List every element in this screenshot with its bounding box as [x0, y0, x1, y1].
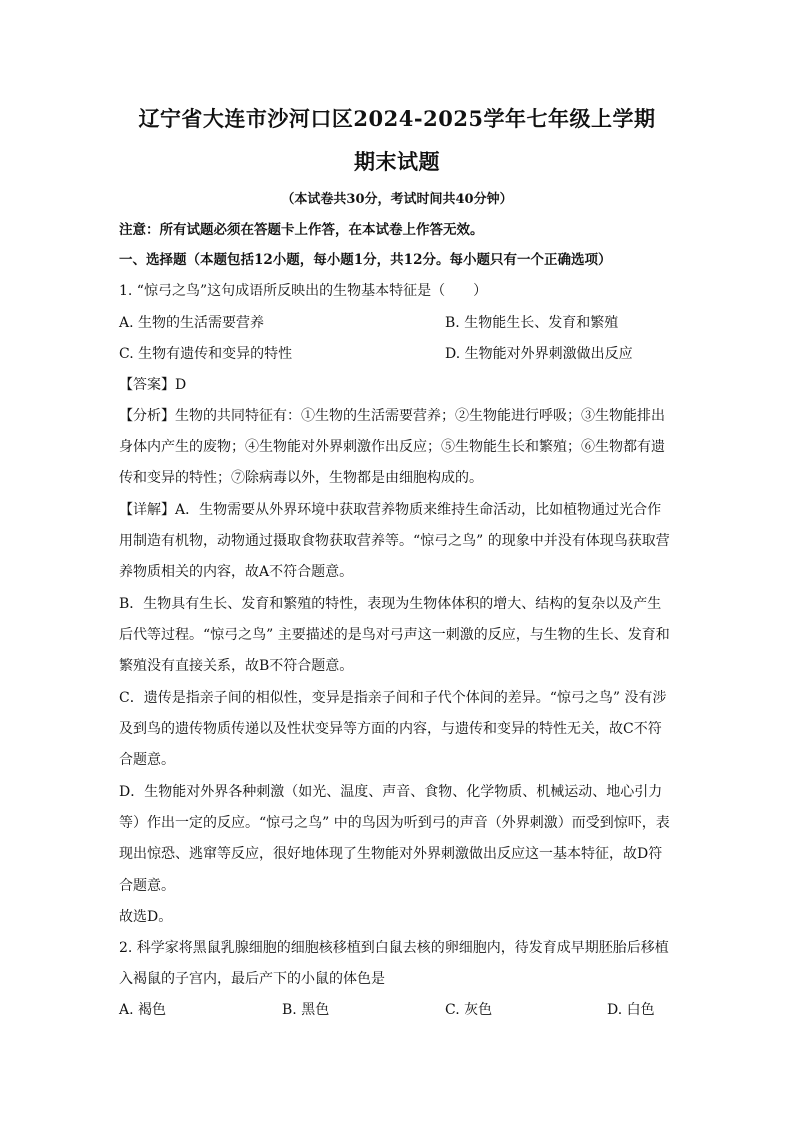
q1-detail-line: B．生物具有生长、发育和繁殖的特性，表现为生物体体积的增大、结构的复杂以及产生: [119, 596, 662, 612]
q1-detail-line: 及到鸟的遗传物质传递以及性状变异等方面的内容，与遗传和变异的特性无关，故C不符: [119, 721, 662, 737]
q2-stem-line: 入褐鼠的子宫内，最后产下的小鼠的体色是: [119, 971, 385, 987]
exam-info: （本试卷共30分，考试时间共40分钟）: [281, 192, 513, 207]
q1-detail-line: 等）作出一定的反应。“惊弓之鸟” 中的鸟因为听到弓的声音（外界刺激）而受到惊吓，表: [119, 815, 670, 831]
q1-option-d: D. 生物能对外界刺激做出反应: [445, 346, 633, 362]
q2-option-b: B. 黑色: [282, 1002, 330, 1018]
q2-option-c: C. 灰色: [445, 1002, 493, 1018]
q1-detail-line: C．遗传是指亲子间的相似性，变异是指亲子间和子代个体间的差异。“惊弓之鸟” 没有涉: [119, 690, 667, 706]
q1-conclusion: 故选D。: [119, 909, 173, 925]
q1-analysis-line: 【分析】生物的共同特征有：①生物的生活需要营养；②生物能进行呼吸；③生物能排出: [119, 408, 665, 424]
q2-stem-line: 2. 科学家将黑鼠乳腺细胞的细胞核移植到白鼠去核的卵细胞内，待发育成早期胚胎后移植: [119, 940, 669, 956]
notice: 注意：所有试题必须在答题卡上作答，在本试卷上作答无效。: [119, 222, 484, 238]
q1-option-b: B. 生物能生长、发育和繁殖: [445, 315, 619, 331]
section-heading: 一、选择题（本题包括12小题，每小题1分，共12分。每小题只有一个正确选项）: [119, 252, 612, 268]
q1-detail-line: 现出惊恐、逃窜等反应，很好地体现了生物能对外界刺激做出反应这一基本特征，故D符: [119, 846, 663, 862]
q1-detail-line: D．生物能对外界各种刺激（如光、温度、声音、食物、化学物质、机械运动、地心引力: [119, 784, 663, 800]
title-line-1: 辽宁省大连市沙河口区2024-2025学年七年级上学期: [138, 106, 656, 131]
q2-option-a: A. 褐色: [119, 1002, 167, 1018]
q1-detail-line: 【详解】A．生物需要从外界环境中获取营养物质来维持生命活动，比如植物通过光合作: [119, 502, 662, 518]
q2-option-d: D. 白色: [607, 1002, 655, 1018]
q1-option-a: A. 生物的生活需要营养: [119, 315, 265, 331]
q1-detail-line: 用制造有机物，动物通过摄取食物获取营养等。“惊弓之鸟” 的现象中并没有体现鸟获取营: [119, 533, 670, 549]
q1-detail-line: 后代等过程。“惊弓之鸟” 主要描述的是鸟对弓声这一刺激的反应，与生物的生长、发育和: [119, 627, 670, 643]
q1-analysis-line: 传和变异的特性；⑦除病毒以外，生物都是由细胞构成的。: [119, 470, 483, 486]
q1-option-c: C. 生物有遗传和变异的特性: [119, 346, 293, 362]
q1-detail-line: 繁殖没有直接关系，故B不符合题意。: [119, 658, 354, 674]
q1-analysis-line: 身体内产生的废物；④生物能对外界刺激作出反应；⑤生物能生长和繁殖；⑥生物都有遗: [119, 439, 665, 455]
q1-detail-line: 养物质相关的内容，故A不符合题意。: [119, 564, 354, 580]
q1-detail-line: 合题意。: [119, 752, 175, 768]
title-line-2: 期末试题: [354, 149, 440, 174]
q1-stem: 1. “惊弓之鸟”这句成语所反映出的生物基本特征是（ ）: [119, 283, 488, 299]
q1-answer: 【答案】D: [119, 377, 187, 393]
q1-detail-line: 合题意。: [119, 878, 175, 894]
